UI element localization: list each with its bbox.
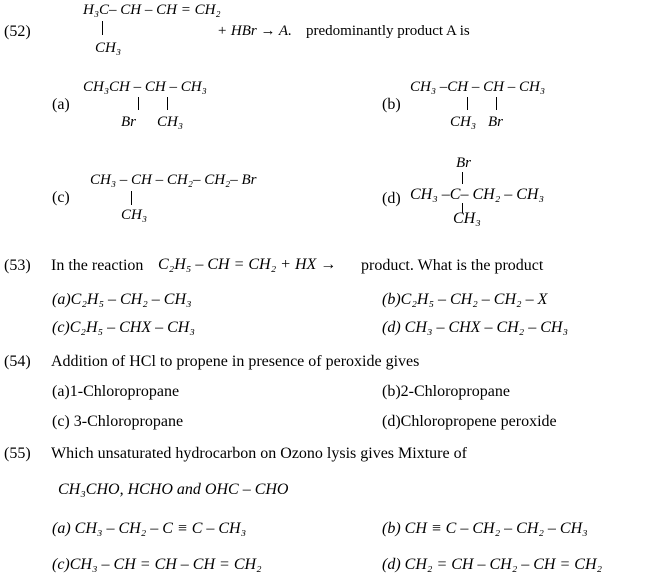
question-text: predominantly product A is [306,23,470,39]
option-main-chain: CH₃CH – CH – CH₃ [83,79,207,95]
option-main-chain: CH₃ –C– CH₂ – CH₃ [410,186,545,203]
option-c[interactable]: (c) 3-Chloropropane [52,413,184,430]
option-d[interactable]: (d) CH₂ = CH – CH₂ – CH = CH₂ [382,556,603,573]
option-b[interactable]: (b)C₂H₅ – CH₂ – CH₂ – X [382,291,548,308]
option-substituent: CH₃ [157,114,184,130]
bond-line [138,97,139,110]
option-main-chain: CH₃ –CH – CH – CH₃ [410,79,546,95]
option-d[interactable]: (d)Chloropropene peroxide [382,413,557,430]
option-d[interactable]: (d) CH₃ – CHX – CH₂ – CH₃ [382,319,569,336]
option-main-chain: CH₃ – CH – CH₂– CH₂– Br [90,172,257,188]
option-a[interactable]: (a)1-Chloropropane [52,383,180,400]
ozonolysis-products: CH₃CHO, HCHO and OHC – CHO [58,481,289,498]
option-substituent: CH₃ [121,207,148,223]
reaction-equation: C₂H₅ – CH = CH₂ + HX → [158,256,337,273]
reactant-chain: H₃C– CH – CH = CH₂ [83,2,221,18]
option-substituent: Br [121,114,136,130]
bond-line [102,21,103,35]
bond-line [462,172,463,184]
option-label: (a) [52,96,70,113]
option-c[interactable]: (c)CH₃ – CH = CH – CH = CH₂ [52,556,262,573]
reactant-branch: CH₃ [95,40,122,56]
reaction-text: + HBr → A. [217,23,292,39]
option-a[interactable]: (a) CH₃ – CH₂ – C ≡ C – CH₃ [52,520,247,537]
question-number: (54) [4,353,31,370]
option-substituent: CH₃ [453,210,481,227]
question-number: (53) [4,257,31,274]
option-substituent: Br [456,155,471,171]
bond-line [496,97,497,110]
option-label: (d) [382,190,401,207]
bond-line [467,97,468,110]
question-number: (55) [4,445,31,462]
option-label: (b) [382,96,401,113]
option-substituent: CH₃ [450,114,477,130]
question-text: Addition of HCl to propene in presence of peroxide gives [51,353,420,370]
option-c[interactable]: (c)C₂H₅ – CHX – CH₃ [52,319,195,336]
question-number: (52) [4,23,31,40]
option-a[interactable]: (a)C₂H₅ – CH₂ – CH₃ [52,291,192,308]
option-substituent: Br [488,114,503,130]
question-text: Which unsaturated hydrocarbon on Ozono lysis gives Mixture of [51,445,467,462]
option-label: (c) [52,189,70,206]
bond-line [167,97,168,110]
question-text: In the reaction [51,257,144,274]
option-b[interactable]: (b)2-Chloropropane [382,383,510,400]
option-b[interactable]: (b) CH ≡ C – CH₂ – CH₂ – CH₃ [382,520,588,537]
bond-line [131,191,132,205]
question-text: product. What is the product [361,257,544,274]
